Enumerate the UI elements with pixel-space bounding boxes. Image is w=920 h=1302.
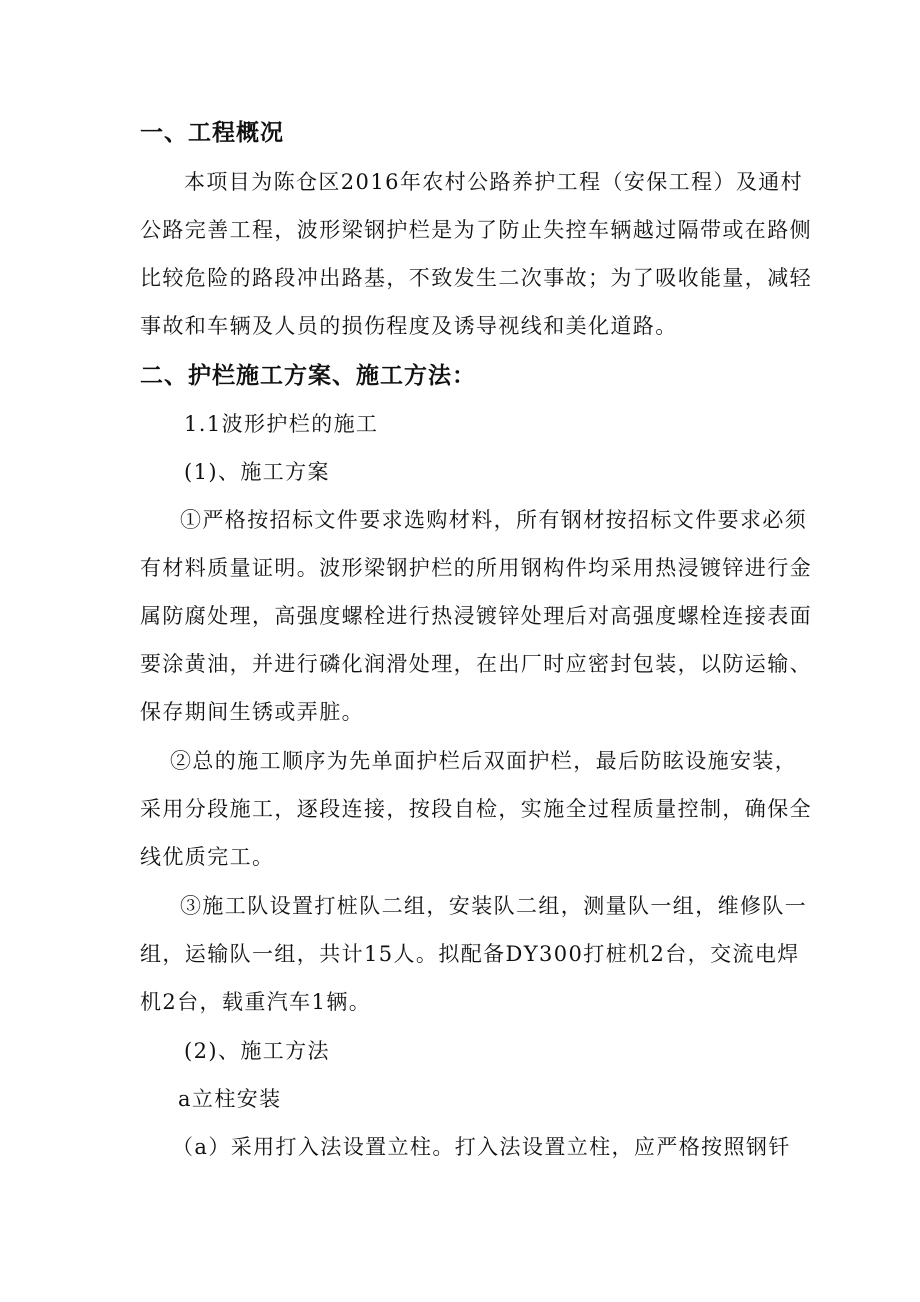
sub-a-first-line: （a）采用打入法设置立柱。打入法设置立柱，应严格按照钢钎 [172, 1135, 791, 1159]
section-1-paragraph-line: 公路完善工程，波形梁钢护栏是为了防止失控车辆越过隔带或在路侧 [140, 218, 812, 242]
item-1-title: (1)、施工方案 [184, 460, 330, 484]
point-3-line: 机2台，载重汽车1辆。 [140, 990, 372, 1014]
point-1-line: ①严格按招标文件要求选购材料，所有钢材按招标文件要求必须 [180, 508, 808, 532]
point-3-line: 组，运输队一组，共计15人。拟配备DY300打桩机2台，交流电焊 [140, 942, 800, 966]
point-1-line: 保存期间生锈或弄脏。 [140, 700, 364, 724]
point-3-line: ③施工队设置打桩队二组，安装队二组，测量队一组，维修队一 [180, 894, 808, 918]
section-1-paragraph-line: 比较危险的路段冲出路基，不致发生二次事故；为了吸收能量，减轻 [140, 266, 812, 290]
point-1-line: 属防腐处理，高强度螺栓进行热浸镀锌处理后对高强度螺栓连接表面 [140, 604, 812, 628]
section-1-heading: 一、工程概况 [140, 120, 284, 146]
section-2-heading: 二、护栏施工方案、施工方法： [140, 363, 476, 389]
point-1-line: 要涂黄油，并进行磷化润滑处理，在出厂时应密封包装，以防运输、 [140, 652, 812, 676]
point-2-line: 线优质完工。 [140, 845, 275, 869]
point-2-line: ②总的施工顺序为先单面护栏后双面护栏，最后防眩设施安装， [170, 749, 798, 773]
item-2-title: (2)、施工方法 [184, 1039, 330, 1063]
point-2-line: 采用分段施工，逐段连接，按段自检，实施全过程质量控制，确保全 [140, 797, 812, 821]
section-1-paragraph-line: 本项目为陈仓区2016年农村公路养护工程（安保工程）及通村 [184, 170, 804, 194]
point-1-line: 有材料质量证明。波形梁钢护栏的所用钢构件均采用热浸镀锌进行金 [140, 556, 812, 580]
section-1-paragraph-line: 事故和车辆及人员的损伤程度及诱导视线和美化道路。 [140, 314, 678, 338]
subsection-heading: 1.1波形护栏的施工 [184, 412, 379, 436]
sub-a-title: a立柱安装 [178, 1087, 282, 1111]
